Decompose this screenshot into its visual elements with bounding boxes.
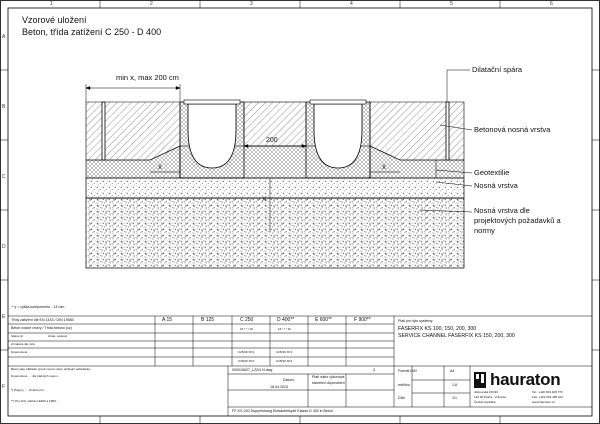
- note-3: *) Pokyny: ... vhodné pro ...: [11, 388, 48, 392]
- drawing-title-line2: Beton, třída zatížení C 250 - D 400: [22, 27, 162, 37]
- drawing-title-line1: Vzorové uložení: [22, 15, 87, 25]
- addr-3: Česká republika: [474, 400, 496, 404]
- row-c-label: Arnat. ocelové: [48, 334, 68, 338]
- class-c250: C 250: [240, 317, 254, 323]
- frame-col-6: 6: [550, 1, 553, 7]
- frame-row-a: A: [2, 34, 6, 40]
- label-dilatacni: Dilatační spára: [472, 65, 523, 74]
- frame-row-c: C: [2, 174, 6, 180]
- row-d-c: C25/30 XF3: [238, 350, 255, 354]
- class-d400: D 400**: [277, 317, 295, 323]
- note-1: Beton jako základní prvek nosné vrstvy splňující požadavky...: [11, 367, 93, 371]
- note-4: **) Pro třídy zatížení E600 a F900 ...: [11, 399, 60, 403]
- frame-col-4: 4: [350, 1, 353, 7]
- row-e-c: C25/30 XF3: [238, 359, 255, 363]
- fax: Fax: +420 603 428 401: [532, 395, 563, 399]
- date-label: Datum:: [283, 378, 295, 382]
- company-name: hauraton: [490, 370, 561, 389]
- row-beton-c: 15 / * / 15: [240, 327, 253, 331]
- page-label: Dílčí: [398, 396, 406, 400]
- row-beton-d: 15 / * / 15: [278, 327, 291, 331]
- applies-label: Platí pro tyto systémy:: [398, 319, 434, 323]
- plati-label-1: Platí nabo výkonová: [312, 375, 345, 379]
- drawing-number: 000016627_LZ2/4 N.dwg: [232, 368, 273, 372]
- hauraton-logo-mark: [474, 372, 486, 388]
- tel: Tel.: +420 603 428 776: [532, 390, 563, 394]
- row-b-label: Stěna (x): [11, 334, 24, 338]
- frame-col-2: 2: [150, 1, 153, 7]
- web: www.hauraton.cz: [532, 400, 555, 404]
- frame-col-1: 1: [50, 1, 53, 7]
- addr-1: Jiskrovská 153/10: [474, 390, 499, 394]
- label-geotextilie: Geotextilie: [474, 168, 510, 177]
- dim-x-left: X: [158, 165, 163, 171]
- scale-value: 1:8: [452, 383, 457, 387]
- format-value: A4: [450, 369, 455, 373]
- date-value: 18.04.2024: [270, 385, 288, 389]
- row-beton-label: Beton nosné vrstvy / Třída betonu (cz): [11, 326, 72, 330]
- dim-x-right: X: [382, 165, 387, 171]
- note-2: Doporučeno: ... dle platných norem ...: [11, 374, 62, 378]
- applies-line1: FASERFIX KS 100, 150, 200, 300: [398, 326, 477, 332]
- page-value: 1/1: [452, 396, 457, 400]
- channel-right: [306, 100, 370, 178]
- frame-row-d: D: [2, 244, 6, 250]
- class-b125: B 125: [201, 317, 215, 323]
- drawing-number-index: 3: [373, 368, 375, 372]
- norm-row-label: Třídy zatížení dle EN 1433 / DIN 19580: [11, 318, 74, 322]
- label-nosna: Nosná vrstva: [474, 181, 518, 190]
- label-nosna-dle-3: normy: [474, 226, 495, 235]
- row-e-label: Doporučené ...: [11, 350, 31, 354]
- frame-row-b: B: [2, 104, 6, 110]
- class-f900: F 900**: [354, 317, 371, 323]
- row-d-d: C25/30 XF3: [276, 350, 293, 354]
- label-betonova: Betonová nosná vrstva: [474, 125, 551, 134]
- frame-row-f: F: [2, 384, 6, 390]
- format-label: Formát DIN: [398, 369, 417, 373]
- bottom-caption: FF-KS-200 Doppelstrang Einbaubeispiel Klasse D 400 in Beton: [232, 409, 333, 413]
- applies-line2: SERVICE CHANNEL FASERFIX KS 150, 200, 300: [398, 333, 515, 339]
- dim-x-middle: X: [262, 197, 267, 203]
- row-d-label: Armatura dle rohu: [11, 342, 36, 346]
- label-nosna-dle-1: Nosná vrstva dle: [474, 206, 530, 215]
- row-e-d: C25/30 XF3: [276, 359, 293, 363]
- frame-row-e: E: [2, 314, 6, 320]
- label-min-max: min x, max 200 cm: [116, 73, 179, 82]
- surface-layer: [86, 102, 180, 160]
- channel-left: [180, 100, 244, 178]
- label-nosna-dle-2: projektových požadavků a: [474, 216, 561, 225]
- nosna-vrstva: [86, 178, 464, 198]
- scale-label: měřítko: [398, 383, 410, 387]
- frame-col-3: 3: [250, 1, 253, 7]
- footnote: * y = výška komponentu - 14 mm: [12, 305, 65, 309]
- dim-200-label: 200: [266, 137, 278, 144]
- frame-col-5: 5: [450, 1, 453, 7]
- plati-label-2: stavební doporučení: [312, 381, 345, 385]
- class-e600: E 600**: [315, 317, 332, 323]
- addr-2: 140 00 Praha - Vršovice: [474, 395, 507, 399]
- class-a15: A 15: [162, 317, 173, 323]
